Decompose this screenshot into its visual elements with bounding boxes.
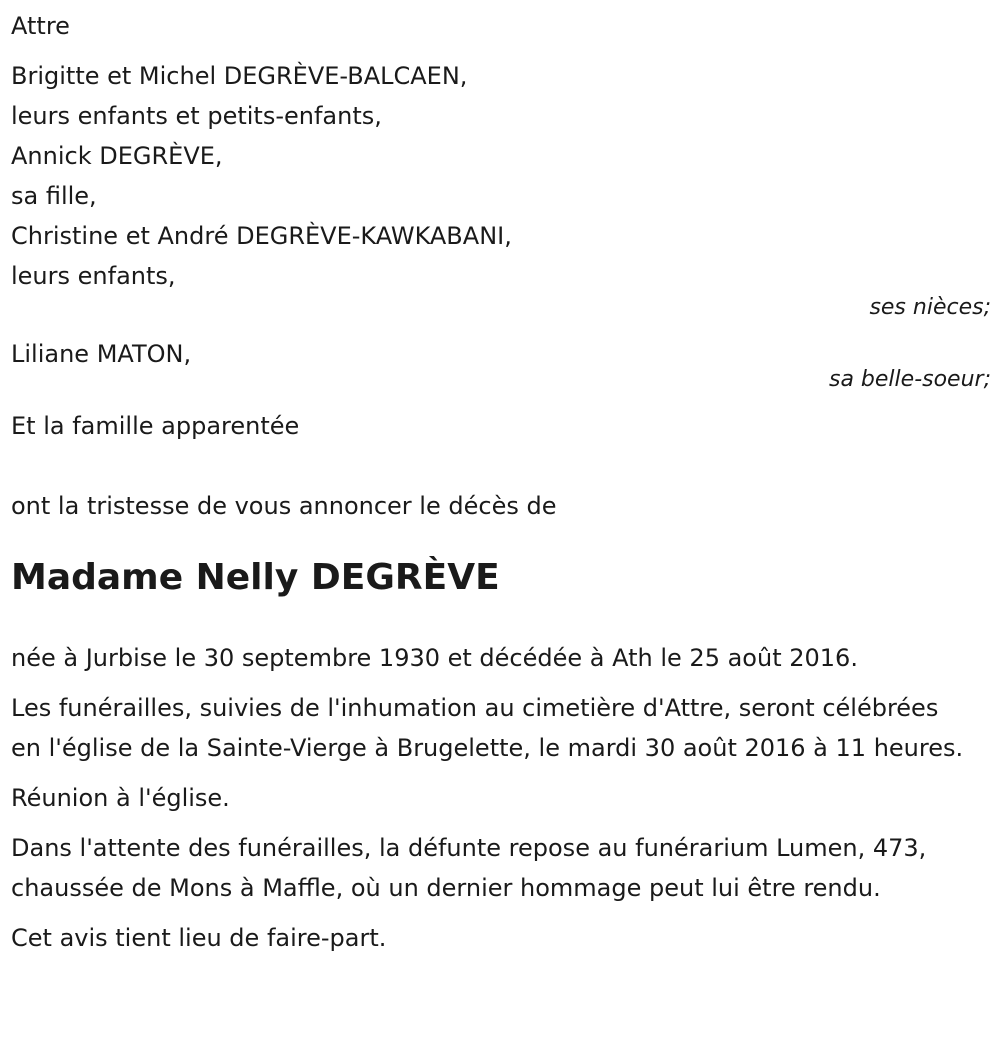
family-line: leurs enfants, (11, 262, 176, 290)
family-line: Brigitte et Michel DEGRÈVE-BALCAEN, (11, 62, 468, 90)
family-group-1 (11, 56, 991, 320)
location-header: Attre (11, 12, 70, 40)
obituary-notice (11, 0, 991, 958)
birth-death-dates: née à Jurbise le 30 septembre 1930 et décédée à Ath le 25 août 2016. (11, 644, 858, 672)
family-line: leurs enfants et petits-enfants, (11, 102, 382, 130)
family-line: sa fille, (11, 182, 97, 210)
family-group-2 (11, 334, 991, 392)
meeting-info: Réunion à l'église. (11, 784, 230, 812)
family-group-3: Et la famille apparentée (11, 412, 300, 440)
family-group-2-note: sa belle-soeur; (829, 367, 991, 392)
family-line: Christine et André DEGRÈVE-KAWKABANI, (11, 222, 512, 250)
funeral-details: Les funérailles, suivies de l'inhumation au cimetière d'Attre, seront célébrées en l'église de la Sainte-Vierge à Brugelette, le mardi 30 août 2016 à 11 heures. (11, 694, 964, 762)
closing-note: Cet avis tient lieu de faire-part. (11, 924, 387, 952)
family-line: Liliane MATON, (11, 340, 192, 368)
visitation-info: Dans l'attente des funérailles, la défunte repose au funérarium Lumen, 473, chaussée de Mons à Maffle, où un dernier hommage peut lui être rendu. (11, 834, 927, 902)
family-line: Annick DEGRÈVE, (11, 142, 223, 170)
family-group-1-note: ses nièces; (869, 295, 991, 320)
deceased-name: Madame Nelly DEGRÈVE (11, 557, 500, 598)
announcement-intro: ont la tristesse de vous annoncer le décès de (11, 492, 557, 520)
